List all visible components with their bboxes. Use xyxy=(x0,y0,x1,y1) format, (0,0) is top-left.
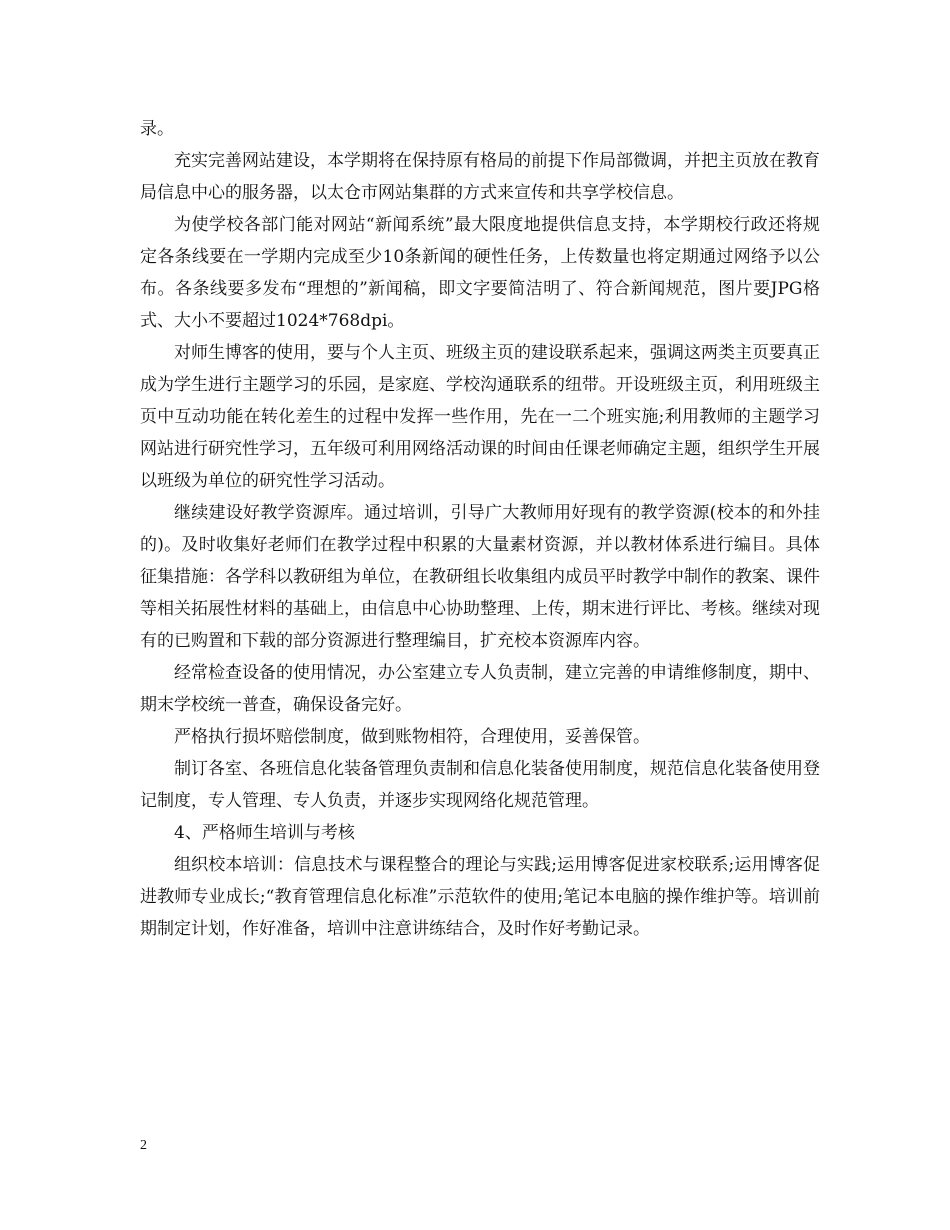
paragraph-resource-library: 继续建设好教学资源库。通过培训，引导广大教师用好现有的教学资源(校本的和外挂的)。及时收集好老师们在教学过程中积累的大量素材资源，并以教材体系进行编目。具体征集措施：各学科以教研组为单位，在教研组长收集组内成员平时教学中制作的教案、课件等相关拓展性材料的基础上，由信息中心协助整理、上传，期末进行评比、考核。继续对现有的已购置和下载的部分资源进行整理编目，扩充校本资源库内容。 xyxy=(140,503,820,651)
paragraph-news-system: 为使学校各部门能对网站“新闻系统”最大限度地提供信息支持，本学期校行政还将规定各条线要在一学期内完成至少10条新闻的硬性任务，上传数量也将定期通过网络予以公布。各条线要多发布“理想的”新闻稿，即文字要简洁明了、符合新闻规范，图片要JPG格式、大小不要超过1024*768dpi。 xyxy=(140,215,820,331)
paragraph-website-building: 充实完善网站建设，本学期将在保持原有格局的前提下作局部微调，并把主页放在教育局信息中心的服务器，以太仓市网站集群的方式来宣传和共享学校信息。 xyxy=(140,151,820,203)
section-heading-training: 4、严格师生培训与考核 xyxy=(174,823,355,843)
paragraph-damage-compensation: 严格执行损坏赔偿制度，做到账物相符，合理使用，妥善保管。 xyxy=(174,727,650,747)
paragraph-continuation: 录。 xyxy=(140,119,174,139)
paragraph-equipment-management: 制订各室、各班信息化装备管理负责制和信息化装备使用制度，规范信息化装备使用登记制度，专人管理、专人负责，并逐步实现网络化规范管理。 xyxy=(140,759,820,811)
paragraph-school-training: 组织校本培训：信息技术与课程整合的理论与实践;运用博客促进家校联系;运用博客促进教师专业成长;“教育管理信息化标准”示范软件的使用;笔记本电脑的操作维护等。培训前期制定计划，作好准备，培训中注意讲练结合，及时作好考勤记录。 xyxy=(140,855,820,939)
document-body xyxy=(140,113,820,945)
paragraph-equipment-check: 经常检查设备的使用情况，办公室建立专人负责制，建立完善的申请维修制度，期中、期末学校统一普查，确保设备完好。 xyxy=(140,663,820,715)
paragraph-blogs: 对师生博客的使用，要与个人主页、班级主页的建设联系起来，强调这两类主页要真正成为学生进行主题学习的乐园，是家庭、学校沟通联系的纽带。开设班级主页，利用班级主页中互动功能在转化差生的过程中发挥一些作用，先在一二个班实施;利用教师的主题学习网站进行研究性学习，五年级可利用网络活动课的时间由任课老师确定主题，组织学生开展以班级为单位的研究性学习活动。 xyxy=(140,343,820,491)
page-number: 2 xyxy=(140,1138,147,1153)
